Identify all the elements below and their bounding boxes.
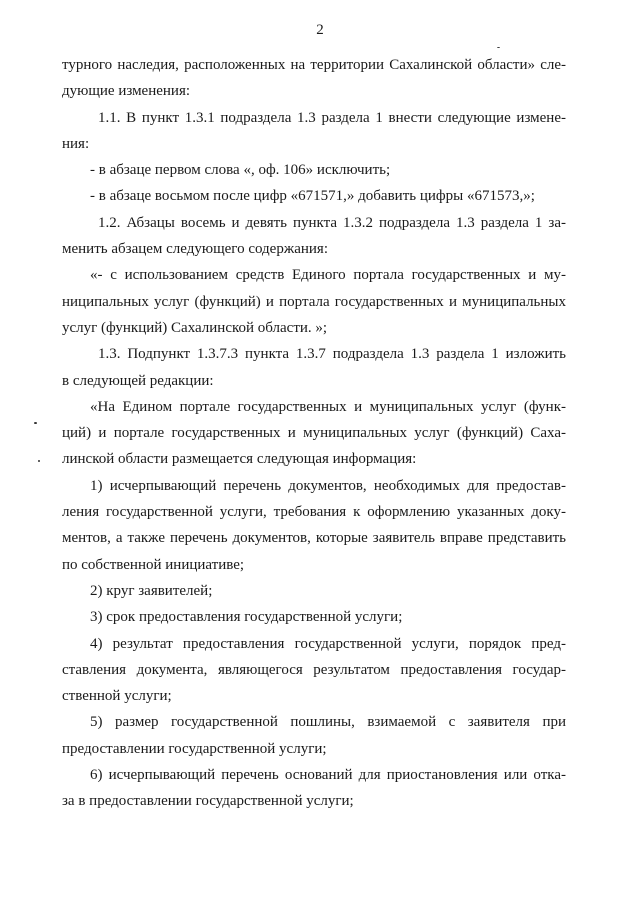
paragraph <box>62 604 566 630</box>
text-line: ниципальных услуг (функций) и портала государственных и муниципальных <box>62 293 566 310</box>
text-line: 3) срок предоставления государственной услуги; <box>90 609 403 626</box>
text-line: «- с использованием средств Единого портала государственных и му- <box>90 267 566 284</box>
text-line: дующие изменения: <box>62 83 191 100</box>
paragraph <box>62 762 566 815</box>
text-line: 4) результат предоставления государственной услуги, порядок пред- <box>90 635 566 652</box>
paragraph <box>62 105 566 158</box>
paragraph <box>62 157 566 183</box>
text-line: турного наследия, расположенных на территории Сахалинской области» сле- <box>62 57 566 73</box>
text-line: 5) размер государственной пошлины, взимаемой с заявителя при <box>90 714 566 731</box>
scan-speck <box>34 422 37 424</box>
text-line: ния: <box>62 135 90 152</box>
text-line: 2) круг заявителей; <box>90 582 213 599</box>
text-line: - в абзаце восьмом после цифр «671571,» добавить цифры «671573,»; <box>90 188 535 205</box>
text-line: ций) и портале государственных и муниципальных услуг (функций) Саха- <box>62 425 566 442</box>
text-line: 1.3. Подпункт 1.3.7.3 пункта 1.3.7 подраздела 1.3 раздела 1 изложить <box>98 346 566 363</box>
text-line: ставления документа, являющегося результатом предоставления государ- <box>62 661 566 678</box>
scan-speck <box>38 460 40 462</box>
paragraph <box>62 631 566 710</box>
paragraph <box>62 578 566 604</box>
paragraph <box>62 183 566 209</box>
text-line: «На Едином портале государственных и муниципальных услуг (функ- <box>90 398 566 415</box>
text-line: - в абзаце первом слова «, оф. 106» исключить; <box>90 162 391 179</box>
text-line: предоставлении государственной услуги; <box>62 740 327 757</box>
text-line: 6) исчерпывающий перечень оснований для приостановления или отка- <box>90 767 566 784</box>
paragraph <box>62 210 566 263</box>
text-line: 1.2. Абзацы восемь и девять пункта 1.3.2 подраздела 1.3 раздела 1 за- <box>98 214 566 231</box>
paragraph <box>62 341 566 394</box>
text-line: за в предоставлении государственной услуги; <box>62 793 354 810</box>
paragraph <box>62 394 566 473</box>
text-line: в следующей редакции: <box>62 372 214 389</box>
scan-speck <box>497 47 500 48</box>
text-line: 1) исчерпывающий перечень документов, необходимых для предостав- <box>90 477 566 494</box>
text-line: менить абзацем следующего содержания: <box>62 241 328 258</box>
text-line: линской области размещается следующая информация: <box>62 451 417 468</box>
page-number: 2 <box>316 22 324 38</box>
paragraph <box>62 473 566 578</box>
text-line: по собственной инициативе; <box>62 556 245 573</box>
text-line: ственной услуги; <box>62 688 172 705</box>
document-body <box>62 52 566 815</box>
paragraph <box>62 52 566 105</box>
text-line: ления государственной услуги, требования к оформлению указанных доку- <box>62 504 566 521</box>
text-line: ментов, а также перечень документов, которые заявитель вправе представить <box>62 530 566 547</box>
paragraph <box>62 262 566 341</box>
text-line: услуг (функций) Сахалинской области. »; <box>62 319 328 336</box>
paragraph <box>62 709 566 762</box>
text-line: 1.1. В пункт 1.3.1 подраздела 1.3 раздела 1 внести следующие измене- <box>98 109 566 126</box>
